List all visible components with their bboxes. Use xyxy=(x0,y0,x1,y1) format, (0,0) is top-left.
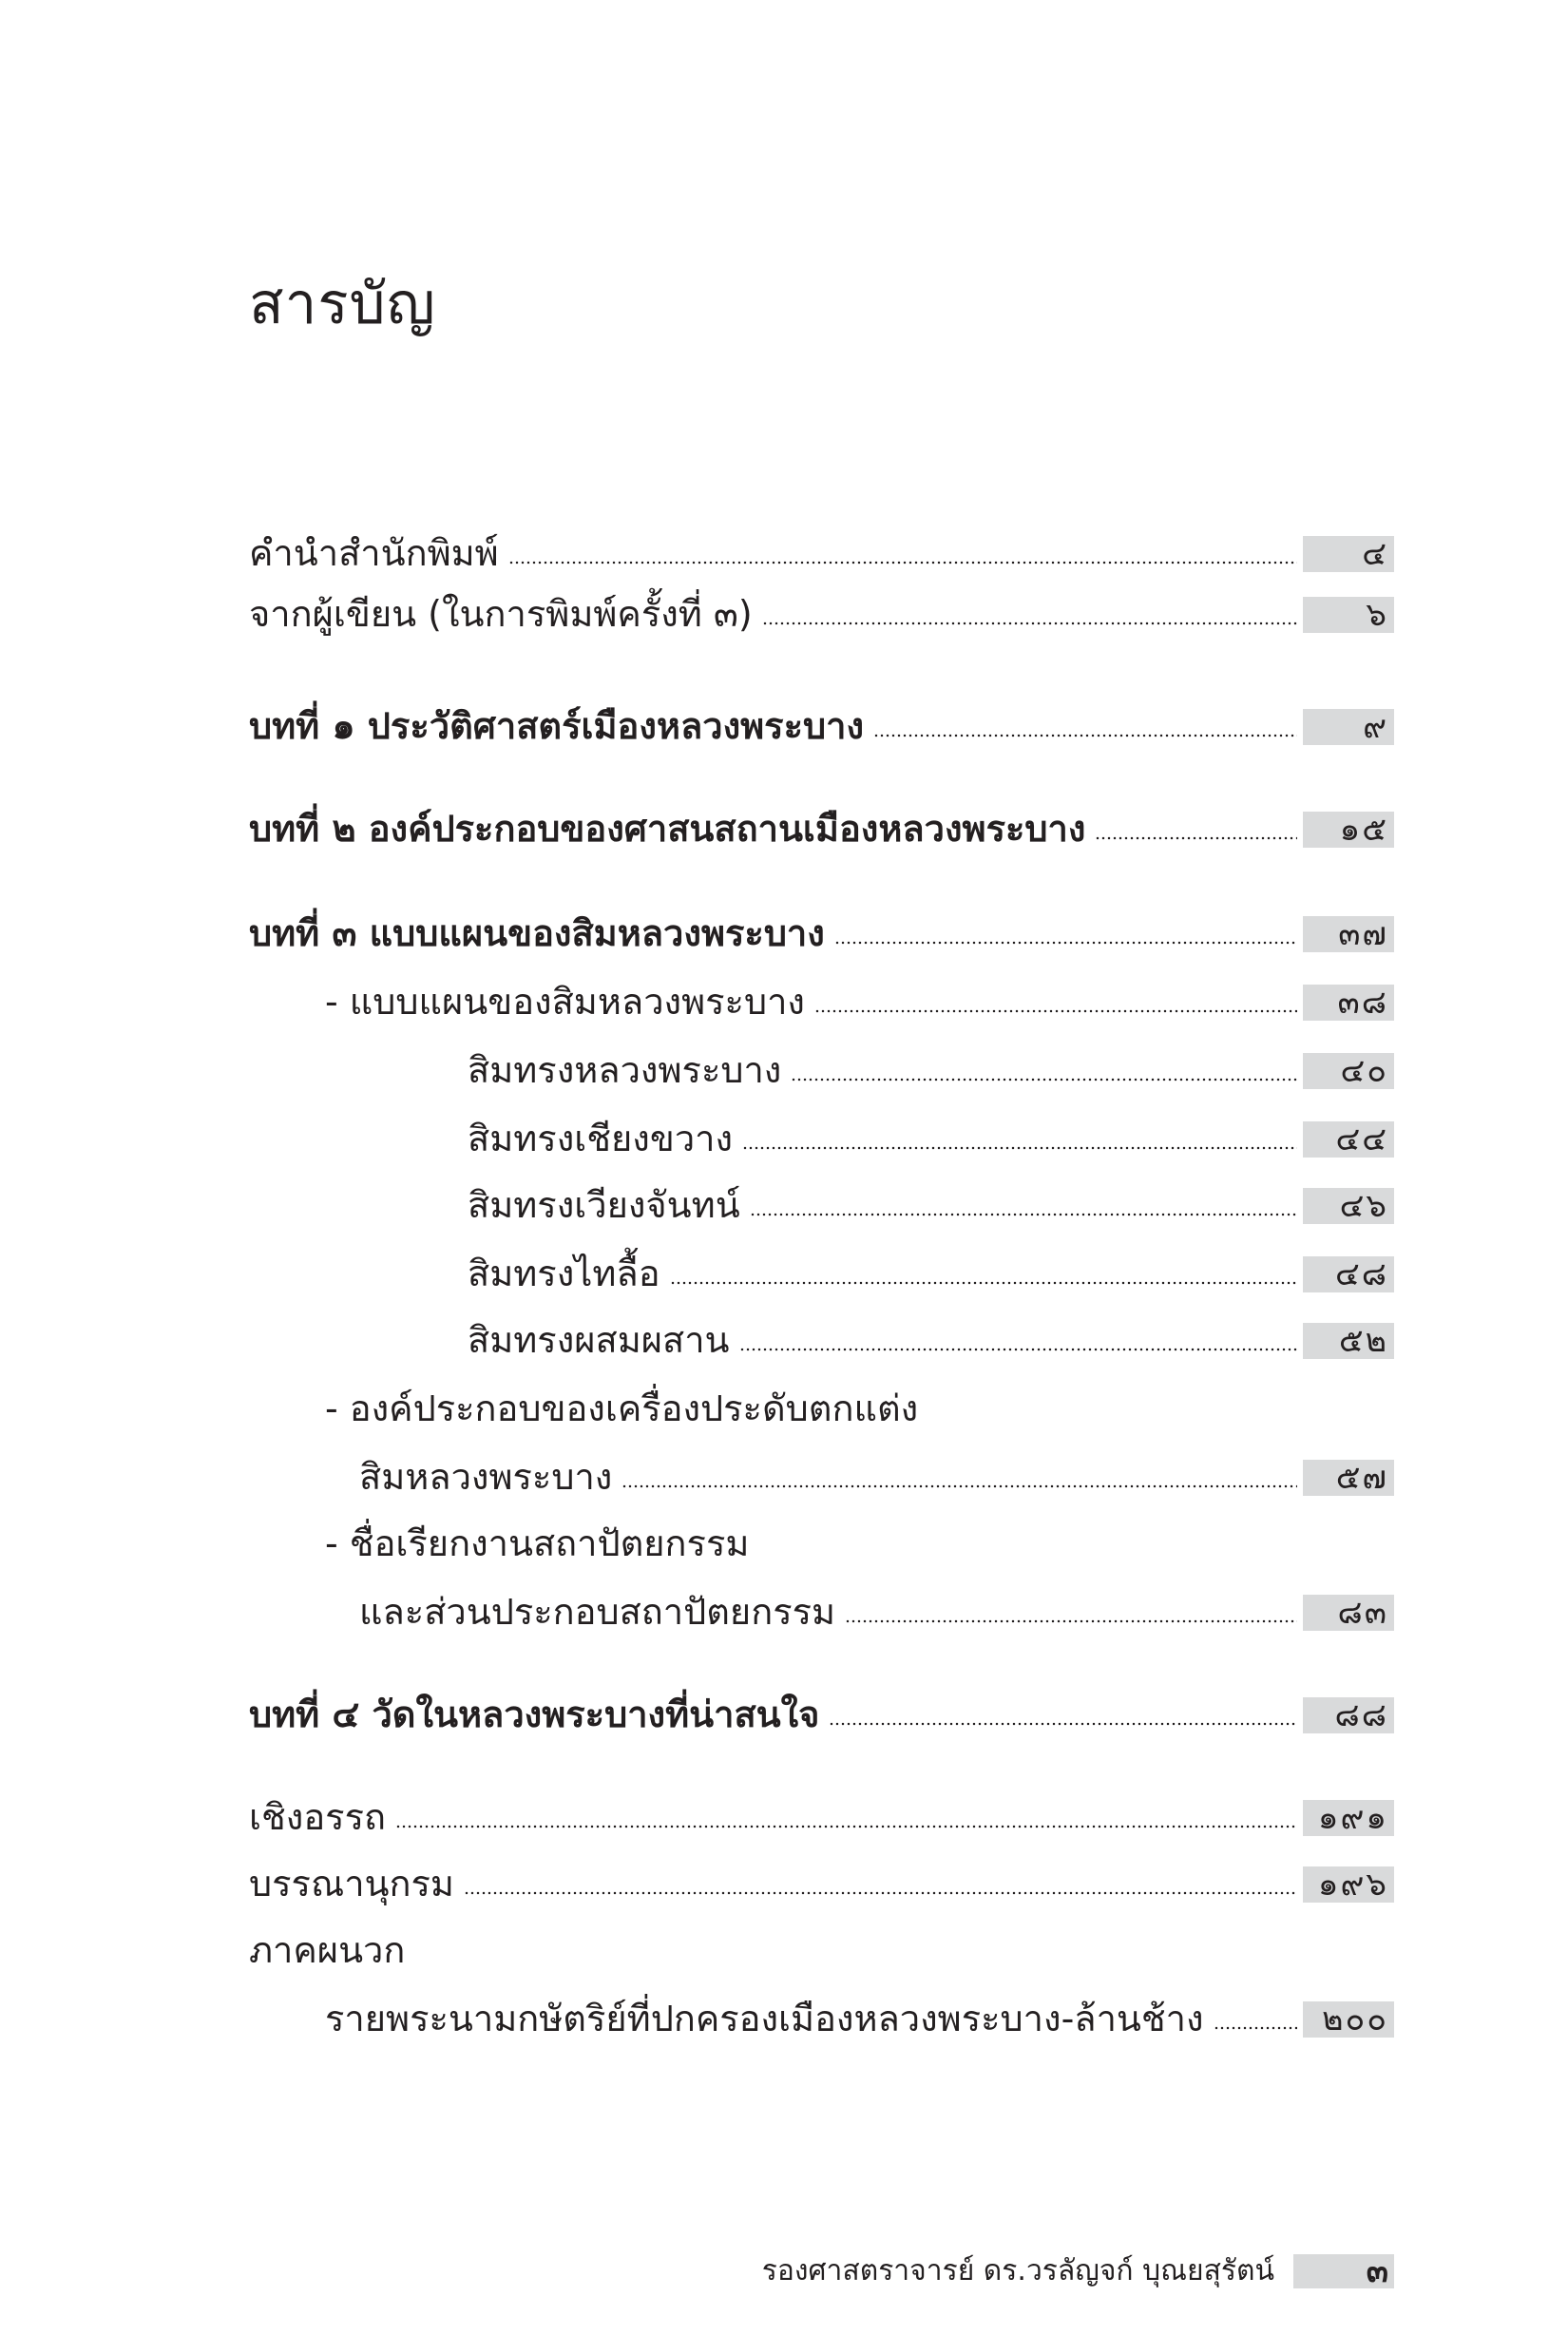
toc-entry[interactable] xyxy=(249,909,1394,958)
toc-entry-page-number: ๔๐ xyxy=(1303,1053,1394,1089)
toc-entry-label: สิมทรงหลวงพระบาง xyxy=(468,1049,782,1091)
toc-entry-page-number: ๓๘ xyxy=(1303,985,1394,1021)
dot-leader xyxy=(739,1346,1297,1353)
toc-entry-label: คำนำสำนักพิมพ์ xyxy=(249,532,499,574)
toc-entry[interactable] xyxy=(249,1180,1394,1230)
toc-entry[interactable] xyxy=(249,1925,1394,1975)
toc-entry-label: รายพระนามกษัตริย์ที่ปกครองเมืองหลวงพระบาง-ล้านช้าง xyxy=(325,1998,1204,2039)
toc-entry-label: บทที่ ๒ องค์ประกอบของศาสนสถานเมืองหลวงพระบาง xyxy=(249,808,1086,850)
toc-entry[interactable] xyxy=(249,1045,1394,1095)
toc-entry[interactable] xyxy=(249,1994,1394,2043)
toc-entry[interactable] xyxy=(249,1315,1394,1365)
dot-leader xyxy=(762,620,1297,627)
toc-entry-label: สิมทรงไทลื้อ xyxy=(468,1253,660,1294)
toc-entry-page-number: ๙ xyxy=(1303,709,1394,745)
dot-leader xyxy=(834,939,1297,947)
toc-entry-label: สิมทรงเวียงจันทน์ xyxy=(468,1184,740,1226)
dot-leader xyxy=(670,1279,1297,1287)
page-title: สารบัญ xyxy=(249,271,436,338)
toc-entry-label: ภาคผนวก xyxy=(249,1929,406,1971)
toc-entry[interactable] xyxy=(249,589,1394,639)
toc-entry[interactable] xyxy=(249,1519,1394,1568)
dot-leader xyxy=(508,559,1297,566)
toc-entry[interactable] xyxy=(249,1792,1394,1842)
dot-leader xyxy=(742,1144,1297,1152)
toc-entry[interactable] xyxy=(249,528,1394,578)
toc-entry-page-number: ๘๘ xyxy=(1303,1697,1394,1733)
toc-entry-label: สิมหลวงพระบาง xyxy=(359,1456,613,1498)
dot-leader xyxy=(395,1823,1297,1830)
footer-page-number: ๓ xyxy=(1293,2254,1394,2288)
toc-entry-label: - ชื่อเรียกงานสถาปัตยกรรม xyxy=(325,1522,750,1564)
dot-leader xyxy=(1214,2024,1297,2032)
toc-entry-page-number: ๖ xyxy=(1303,597,1394,633)
dot-leader xyxy=(1095,834,1297,842)
toc-entry[interactable] xyxy=(249,1690,1394,1739)
page-footer xyxy=(741,2247,1394,2296)
dot-leader xyxy=(845,1617,1297,1625)
dot-leader xyxy=(873,732,1297,739)
toc-entry-page-number: ๕๒ xyxy=(1303,1323,1394,1359)
toc-entry-label: สิมทรงผสมผสาน xyxy=(468,1319,730,1361)
toc-entry-page-number: ๒๐๐ xyxy=(1303,2001,1394,2038)
toc-entry-page-number: ๔๔ xyxy=(1303,1121,1394,1158)
toc-entry-label: จากผู้เขียน (ในการพิมพ์ครั้งที่ ๓) xyxy=(249,593,753,635)
toc-entry-page-number: ๔๖ xyxy=(1303,1188,1394,1224)
toc-entry-label: บทที่ ๓ แบบแผนของสิมหลวงพระบาง xyxy=(249,912,825,954)
footer-author: รองศาสตราจารย์ ดร.วรลัญจก์ บุณยสุรัตน์ xyxy=(761,2254,1274,2287)
toc-entry[interactable] xyxy=(249,1249,1394,1298)
toc-entry[interactable] xyxy=(249,1114,1394,1163)
toc-entry-label: เชิงอรรถ xyxy=(249,1796,386,1838)
toc-entry-page-number: ๘๓ xyxy=(1303,1595,1394,1631)
toc-entry[interactable] xyxy=(249,1452,1394,1502)
dot-leader xyxy=(814,1007,1297,1015)
toc-entry[interactable] xyxy=(249,1384,1394,1433)
dot-leader xyxy=(829,1720,1297,1728)
dot-leader xyxy=(750,1211,1297,1218)
toc-entry[interactable] xyxy=(249,977,1394,1026)
toc-entry-page-number: ๔๘ xyxy=(1303,1256,1394,1292)
toc-entry-label: - องค์ประกอบของเครื่องประดับตกแต่ง xyxy=(325,1388,919,1429)
toc-entry-page-number: ๑๕ xyxy=(1303,812,1394,848)
toc-entry-page-number: ๕๗ xyxy=(1303,1460,1394,1496)
toc-entry-label: บทที่ ๔ วัดในหลวงพระบางที่น่าสนใจ xyxy=(249,1694,820,1735)
toc-entry[interactable] xyxy=(249,804,1394,853)
dot-leader xyxy=(791,1076,1297,1083)
toc-entry[interactable] xyxy=(249,701,1394,751)
toc-entry[interactable] xyxy=(249,1859,1394,1908)
toc-entry-label: และส่วนประกอบสถาปัตยกรรม xyxy=(359,1591,836,1633)
dot-leader xyxy=(464,1889,1297,1897)
toc-entry-page-number: ๑๙๑ xyxy=(1303,1800,1394,1836)
toc-entry-page-number: ๑๙๖ xyxy=(1303,1866,1394,1903)
toc-entry-page-number: ๓๗ xyxy=(1303,916,1394,952)
toc-entry-label: สิมทรงเชียงขวาง xyxy=(468,1118,734,1159)
toc-entry-label: - แบบแผนของสิมหลวงพระบาง xyxy=(325,981,805,1023)
toc-entry-label: บทที่ ๑ ประวัติศาสตร์เมืองหลวงพระบาง xyxy=(249,705,865,747)
toc-entry[interactable] xyxy=(249,1587,1394,1636)
toc-entry-label: บรรณานุกรม xyxy=(249,1863,454,1904)
toc-entry-page-number: ๔ xyxy=(1303,536,1394,572)
dot-leader xyxy=(621,1483,1297,1490)
